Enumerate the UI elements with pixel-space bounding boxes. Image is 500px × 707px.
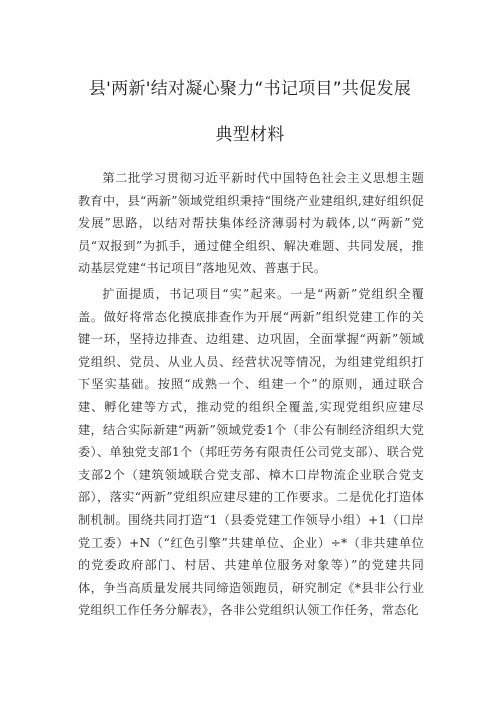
document-title-line2: 典型材料	[215, 125, 285, 145]
document-body	[78, 167, 424, 622]
body-paragraph-expansion: 扩面提质，书记项目“实”起来。一是“两新”党组织全覆盖。做好将常态化摸底排查作为开展“两新”组织党建工作的关键一环，坚持边排查、边组建、边巩固，全面掌握“两新”领域党组织、党员、从业人员、经营状况等情况，为组建党组织打下坚实基础。按照“成熟一个、组建一个”的原则，通过联合建、孵化建等方式，推动党的组织全覆盖,实现党组织应建尽建，结合实际新建“两新”领域党委1个（非公有制经济组织大党委）、单独党支部1个（邦旺劳务有限责任公司党支部）、联合党支部2个（建筑领域联合党支部、樟木口岸物流企业联合党支部），落实“两新”党组织应建尽建的工作要求。二是优化打造体制机制。围绕共同打造“1（县委党建工作领导小组）+1（口岸党工委）+N（“红色引擎”共建单位、企业）÷*（非共建单位的党委政府部门、村居、共建单位服务对象等）”的党建共同体，争当高质量发展共同缔造领跑员，研究制定《*县非公行业党组织工作任务分解表》，各非公党组织认领工作任务，常态化	[78, 286, 424, 618]
body-paragraph-intro: 第二批学习贯彻习近平新时代中国特色社会主义思想主题教育中，县“两新”领域党组织秉持“围绕产业建组织,建好组织促发展”思路，以结对帮扶集体经济薄弱村为载体,以“两新”党员“双报到”为抓手，通过健全组织、解决难题、共同发展，推动基层党建“书记项目”落地见效、普惠于民。	[78, 171, 424, 276]
document-title-line1: 县'两新'结对凝心聚力“书记项目”共促发展	[88, 79, 412, 99]
